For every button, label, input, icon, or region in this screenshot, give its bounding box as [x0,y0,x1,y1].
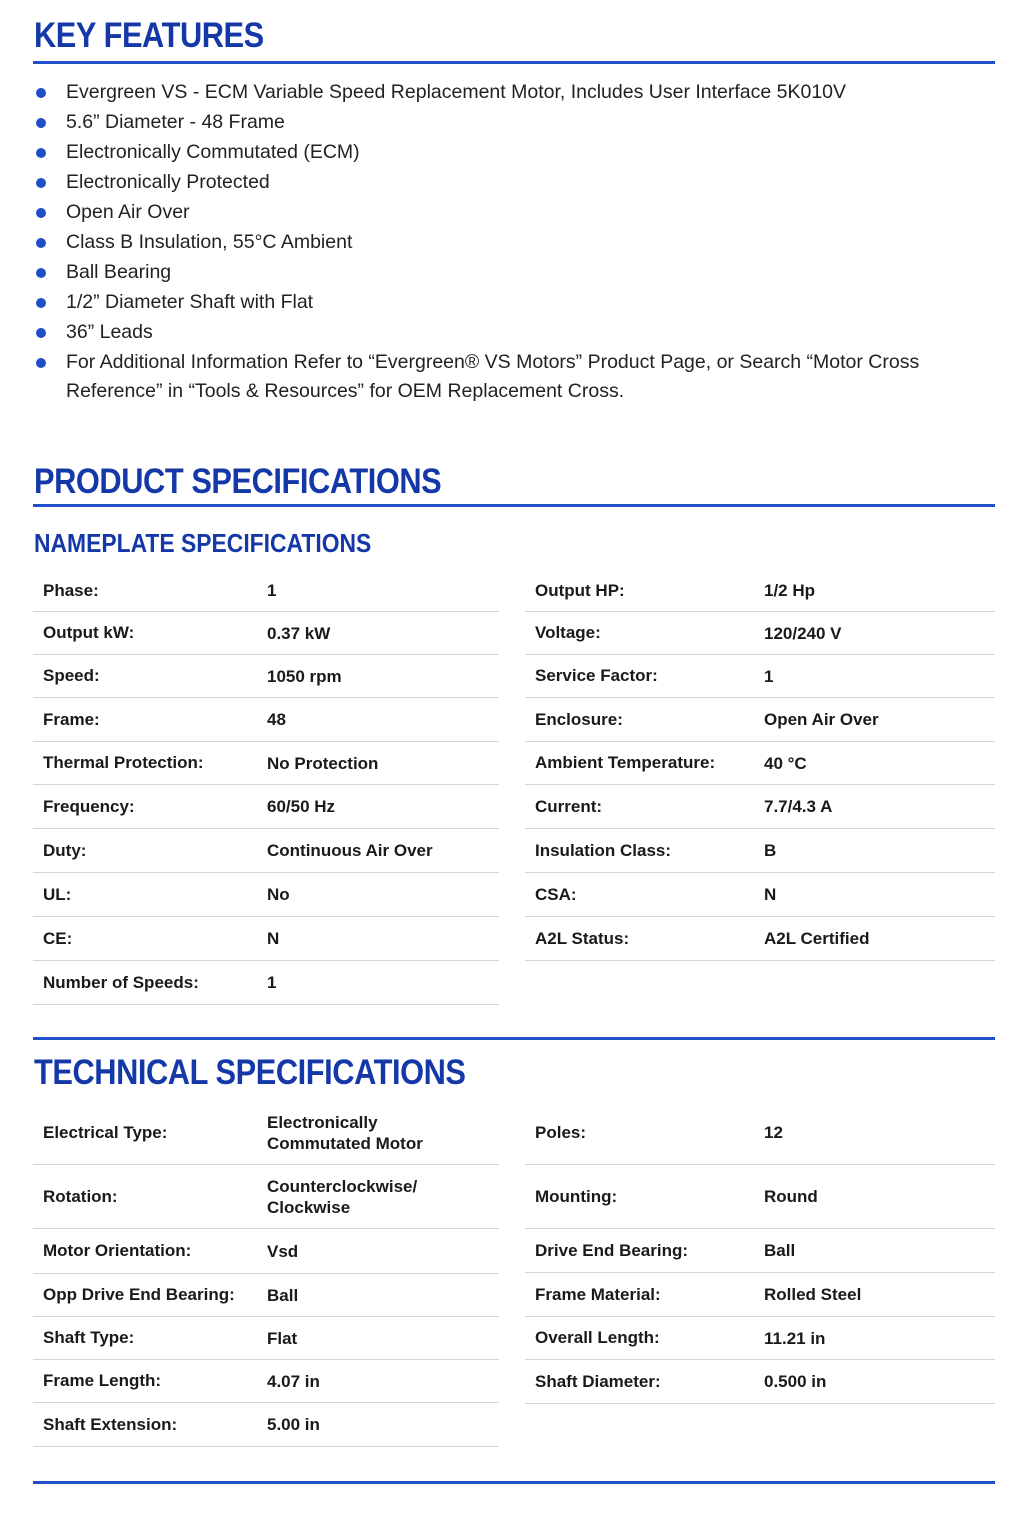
bullet-icon [36,88,46,98]
table-row: Speed: 1050 rpm [33,655,499,698]
nameplate-table-left [33,570,499,1005]
nameplate-bottom-rule [33,1037,995,1040]
table-row: Service Factor: 1 [525,655,995,698]
table-row: Frame Length: 4.07 in [33,1360,499,1403]
bullet-icon [36,268,46,278]
table-row: Shaft Type: Flat [33,1317,499,1360]
table-row: Rotation: Counterclockwise/ Clockwise [33,1165,499,1229]
table-row: Shaft Extension: 5.00 in [33,1403,499,1447]
table-row: Voltage: 120/240 V [525,612,995,655]
bullet-icon [36,238,46,248]
key-features-heading: KEY FEATURES [34,16,264,55]
product-specifications-heading: PRODUCT SPECIFICATIONS [34,462,442,501]
feature-item: 1/2” Diameter Shaft with Flat [0,288,1024,317]
technical-table-left [33,1101,499,1447]
nameplate-table-right [525,570,995,961]
feature-list [0,78,1024,407]
feature-item: Ball Bearing [0,258,1024,287]
table-row: Phase: 1 [33,570,499,612]
table-row: Duty: Continuous Air Over [33,829,499,873]
feature-item: Class B Insulation, 55°C Ambient [0,228,1024,257]
table-row: Frame Material: Rolled Steel [525,1273,995,1317]
bullet-icon [36,208,46,218]
table-row: Insulation Class: B [525,829,995,873]
bullet-icon [36,358,46,368]
table-row: Frequency: 60/50 Hz [33,785,499,829]
bullet-icon [36,118,46,128]
technical-bottom-rule [33,1481,995,1484]
table-row: Electrical Type: Electronically Commutated Motor [33,1101,499,1165]
table-row: Ambient Temperature: 40 °C [525,742,995,785]
bullet-icon [36,298,46,308]
table-row: Enclosure: Open Air Over [525,698,995,742]
table-row: Drive End Bearing: Ball [525,1229,995,1273]
table-row: Output HP: 1/2 Hp [525,570,995,612]
table-row: CE: N [33,917,499,961]
feature-item: Electronically Protected [0,168,1024,197]
feature-item: 36” Leads [0,318,1024,347]
feature-item: Open Air Over [0,198,1024,227]
bullet-icon [36,148,46,158]
table-row: Frame: 48 [33,698,499,742]
table-row: Output kW: 0.37 kW [33,612,499,655]
nameplate-heading: NAMEPLATE SPECIFICATIONS [34,528,372,558]
product-specifications-rule [33,504,995,507]
feature-item: Electronically Commutated (ECM) [0,138,1024,167]
table-row: Thermal Protection: No Protection [33,742,499,785]
feature-item: Evergreen VS - ECM Variable Speed Replacement Motor, Includes User Interface 5K010V [0,78,1024,107]
bullet-icon [36,328,46,338]
table-row: Overall Length: 11.21 in [525,1317,995,1360]
table-row: CSA: N [525,873,995,917]
technical-table-right [525,1101,995,1404]
table-row: Current: 7.7/4.3 A [525,785,995,829]
key-features-rule [33,61,995,64]
bullet-icon [36,178,46,188]
feature-item: For Additional Information Refer to “Evergreen® VS Motors” Product Page, or Search “Motor Cross Reference” in “Tools & Resources” for OEM Replacement Cross. [0,348,1024,406]
technical-specifications-heading: TECHNICAL SPECIFICATIONS [34,1053,466,1092]
table-row: Opp Drive End Bearing: Ball [33,1274,499,1317]
table-row: A2L Status: A2L Certified [525,917,995,961]
table-row: Poles: 12 [525,1101,995,1165]
table-row: Mounting: Round [525,1165,995,1229]
table-row: Number of Speeds: 1 [33,961,499,1005]
feature-item: 5.6” Diameter - 48 Frame [0,108,1024,137]
table-row: Motor Orientation: Vsd [33,1229,499,1274]
table-row: Shaft Diameter: 0.500 in [525,1360,995,1404]
table-row: UL: No [33,873,499,917]
